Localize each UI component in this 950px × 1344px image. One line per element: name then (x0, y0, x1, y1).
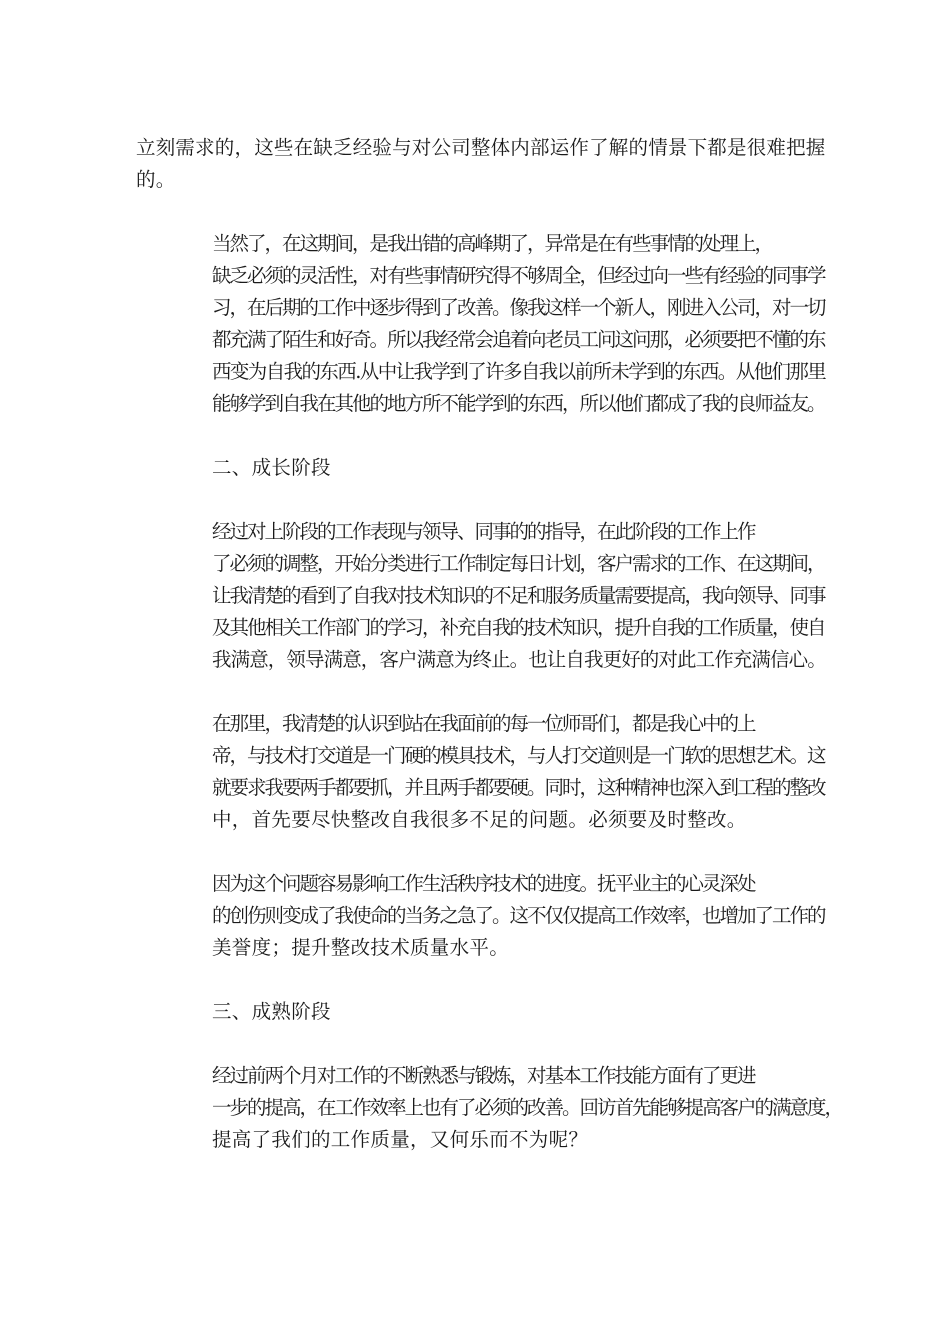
text-line: 当然了，在这期间，是我出错的高峰期了，异常是在有些事情的处理上， (212, 232, 773, 255)
text-line: 在那里，我清楚的认识到站在我面前的每一位师哥们，都是我心中的上 (212, 712, 755, 735)
text-line: 我满意，领导满意，客户满意为终止。也让自我更好的对此工作充满信心。 (212, 648, 826, 671)
text-line: 缺乏必须的灵活性，对有些事情研究得不够周全，但经过向一些有经验的同事学 (212, 264, 825, 287)
text-line: 美誉度；提升整改技术质量水平。 (212, 936, 510, 959)
paragraph (136, 708, 826, 836)
text-line: 西变为自我的东西.从中让我学到了许多自我以前所未学到的东西。从他们那里 (212, 360, 826, 383)
text-line: 三、成熟阶段 (212, 1000, 331, 1023)
text-line: 都充满了陌生和好奇。所以我经常会追着向老员工问这问那，必须要把不懂的东 (212, 328, 825, 351)
paragraph (136, 516, 826, 676)
text-line: 提高了我们的工作质量，又何乐而不为呢？ (212, 1128, 589, 1151)
text-line: 帝，与技术打交道是一门硬的模具技术，与人打交道则是一门软的思想艺术。这 (212, 744, 825, 767)
text-line: 经过对上阶段的工作表现与领导、同事的的指导，在此阶段的工作上作 (212, 520, 755, 543)
document-body (136, 132, 843, 1188)
text-line: 立刻需求的，这些在缺乏经验与对公司整体内部运作了解的情景下都是很难把握 (136, 136, 826, 159)
paragraph (136, 228, 826, 420)
section-heading (136, 452, 826, 484)
text-line: 就要求我要两手都要抓，并且两手都要硬。同时，这种精神也深入到工程的整改 (212, 776, 825, 799)
text-line: 习，在后期的工作中逐步得到了改善。像我这样一个新人，刚进入公司，对一切 (212, 296, 825, 319)
paragraph (136, 132, 826, 196)
text-line: 了必须的调整，开始分类进行工作制定每日计划，客户需求的工作、在这期间， (212, 552, 825, 575)
text-line: 二、成长阶段 (212, 456, 331, 479)
text-line: 因为这个问题容易影响工作生活秩序技术的进度。抚平业主的心灵深处 (212, 872, 755, 895)
text-line: 中，首先要尽快整改自我很多不足的问题。必须要及时整改。 (212, 808, 747, 831)
text-line: 让我清楚的看到了自我对技术知识的不足和服务质量需要提高，我向领导、同事 (212, 584, 825, 607)
paragraph (136, 1060, 843, 1156)
paragraph (136, 868, 826, 964)
text-line: 经过前两个月对工作的不断熟悉与锻炼，对基本工作技能方面有了更进 (212, 1064, 755, 1087)
text-line: 一步的提高，在工作效率上也有了必须的改善。回访首先能够提高客户的满意度， (212, 1096, 843, 1119)
text-line: 能够学到自我在其他的地方所不能学到的东西，所以他们都成了我的良师益友。 (212, 392, 825, 415)
text-line: 及其他相关工作部门的学习，补充自我的技术知识，提升自我的工作质量，使自 (212, 616, 825, 639)
text-line: 的创伤则变成了我使命的当务之急了。这不仅仅提高工作效率，也增加了工作的 (212, 904, 825, 927)
section-heading (136, 996, 826, 1028)
text-line: 的。 (136, 168, 176, 191)
